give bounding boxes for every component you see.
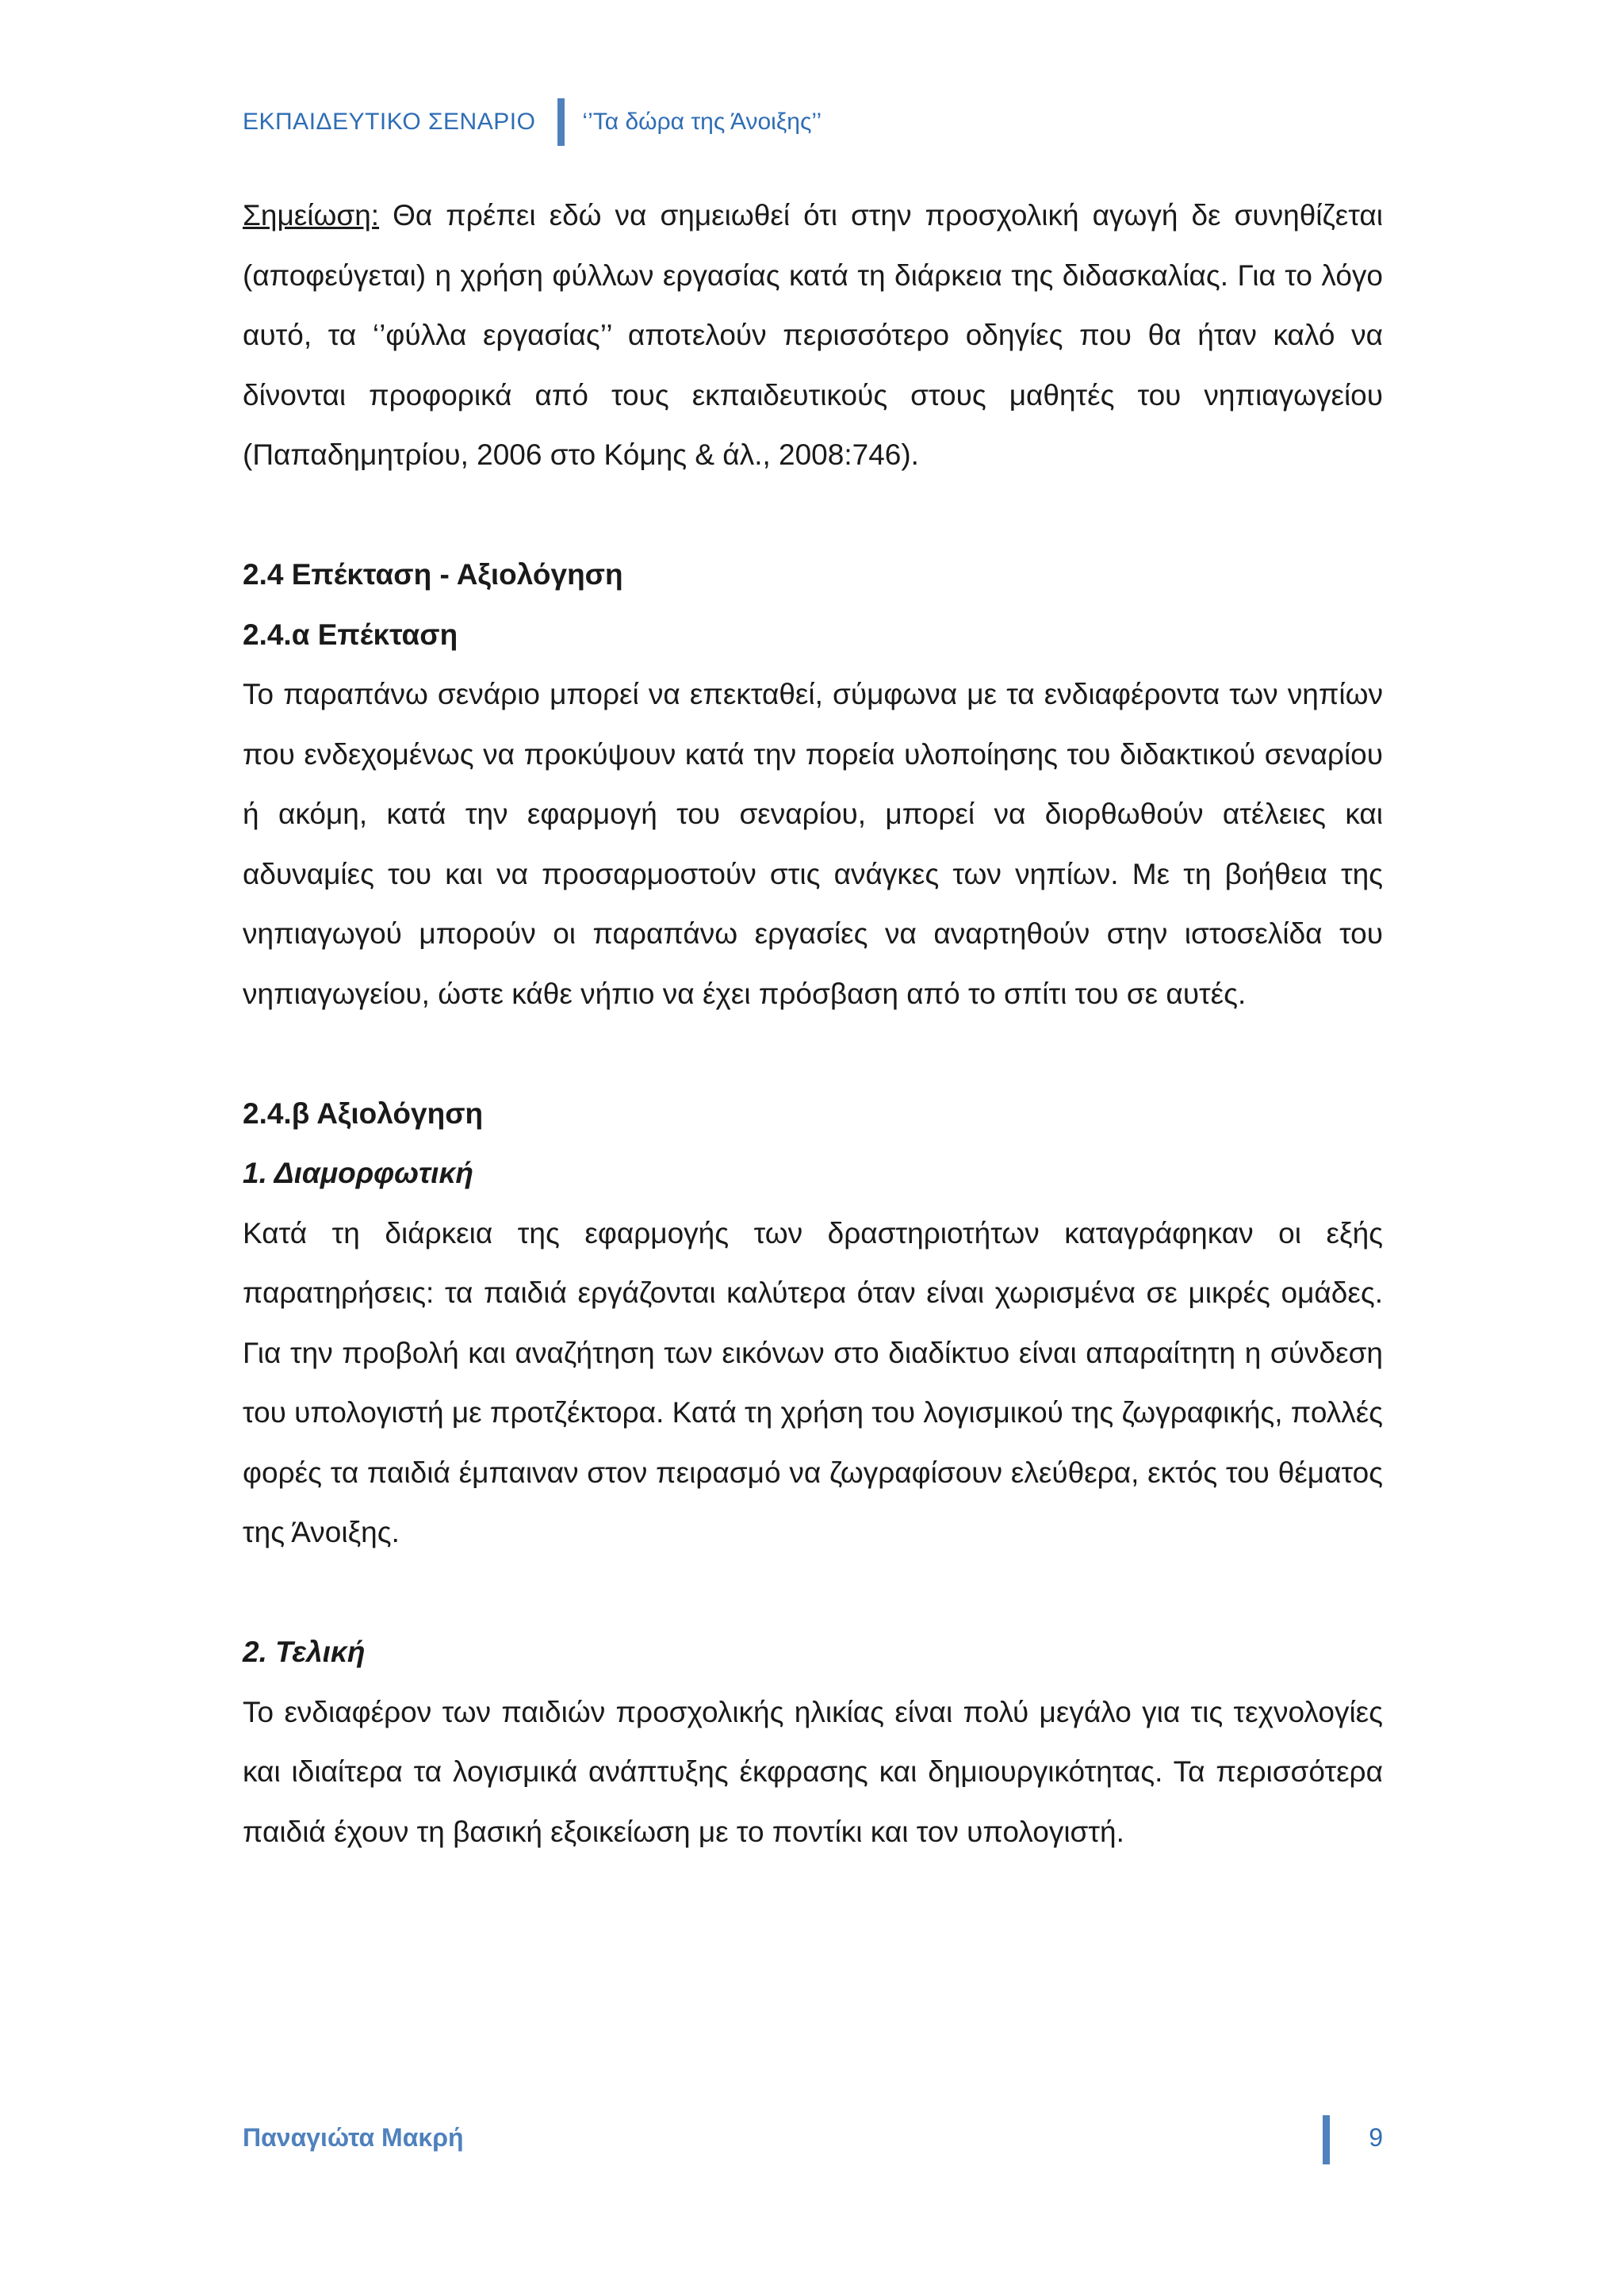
final-paragraph: Το ενδιαφέρον των παιδιών προσχολικής ηλικίας είναι πολύ μεγάλο για τις τεχνολογίες και ιδιαίτερα τα λογισμικά ανάπτυξης έκφρασης και δημιουργικότητας. Τα περισσότερα παιδιά έχουν τη βασική εξοικείωση με το ποντίκι και τον υπολογιστή.	[243, 1695, 1383, 1848]
footer-author: Παναγιώτα Μακρή	[243, 2123, 464, 2152]
note-text: Θα πρέπει εδώ να σημειωθεί ότι στην προσχολική αγωγή δε συνηθίζεται (αποφεύγεται) η χρήση φύλλων εργασίας κατά τη διάρκεια της διδασκαλίας. Για το λόγο αυτό, τα ‘’φύλλα εργασίας’’ αποτελούν περισσότερο οδηγίες που θα ήταν καλό να δίνονται προφορικά από τους εκπαιδευτικούς στους μαθητές του νηπιαγωγείου (Παπαδημητρίου, 2006 στο Κόμης & άλ., 2008:746).	[243, 199, 1383, 471]
note-label: Σημείωση:	[243, 199, 380, 232]
page-content	[243, 186, 1383, 1862]
final-heading: 2. Τελική	[243, 1636, 366, 1668]
footer-divider	[1323, 2115, 1330, 2164]
note-paragraph	[243, 186, 1383, 485]
page-header	[243, 100, 822, 144]
extension-heading: 2.4.α Επέκταση	[243, 618, 458, 651]
header-subtitle: ‘’Τα δώρα της Άνοιξης’’	[582, 109, 822, 135]
spacer	[243, 1024, 1383, 1084]
evaluation-heading: 2.4.β Αξιολόγηση	[243, 1096, 484, 1130]
header-divider	[557, 98, 565, 146]
section-heading: 2.4 Επέκταση - Αξιολόγηση	[243, 558, 623, 591]
spacer	[243, 485, 1383, 545]
page-number: 9	[1369, 2123, 1383, 2152]
page-footer	[243, 2115, 1383, 2164]
extension-paragraph: Το παραπάνω σενάριο μπορεί να επεκταθεί, σύμφωνα με τα ενδιαφέροντα των νηπίων που ενδεχομένως να προκύψουν κατά την πορεία υλοποίησης του διδακτικού σεναρίου ή ακόμη, κατά την εφαρμογή του σεναρίου, μπορεί να διορθωθούν ατέλειες και αδυναμίες του και να προσαρμοστούν στις ανάγκες των νηπίων. Με τη βοήθεια της νηπιαγωγού μπορούν οι παραπάνω εργασίες να αναρτηθούν στην ιστοσελίδα του νηπιαγωγείου, ώστε κάθε νήπιο να έχει πρόσβαση από το σπίτι του σε αυτές.	[243, 678, 1383, 1010]
formative-heading: 1. Διαμορφωτική	[243, 1157, 473, 1189]
spacer	[243, 1563, 1383, 1623]
header-title: ΕΚΠΑΙΔΕΥΤΙΚΟ ΣΕΝΑΡΙΟ	[243, 109, 536, 135]
formative-paragraph: Κατά τη διάρκεια της εφαρμογής των δραστηριοτήτων καταγράφηκαν οι εξής παρατηρήσεις: τα παιδιά εργάζονται καλύτερα όταν είναι χωρισμένα σε μικρές ομάδες. Για την προβολή και αναζήτηση των εικόνων στο διαδίκτυο είναι απαραίτητη η σύνδεση του υπολογιστή με προτζέκτορα. Κατά τη χρήση του λογισμικού της ζωγραφικής, πολλές φορές τα παιδιά έμπαιναν στον πειρασμό να ζωγραφίσουν ελεύθερα, εκτός του θέματος της Άνοιξης.	[243, 1216, 1384, 1548]
